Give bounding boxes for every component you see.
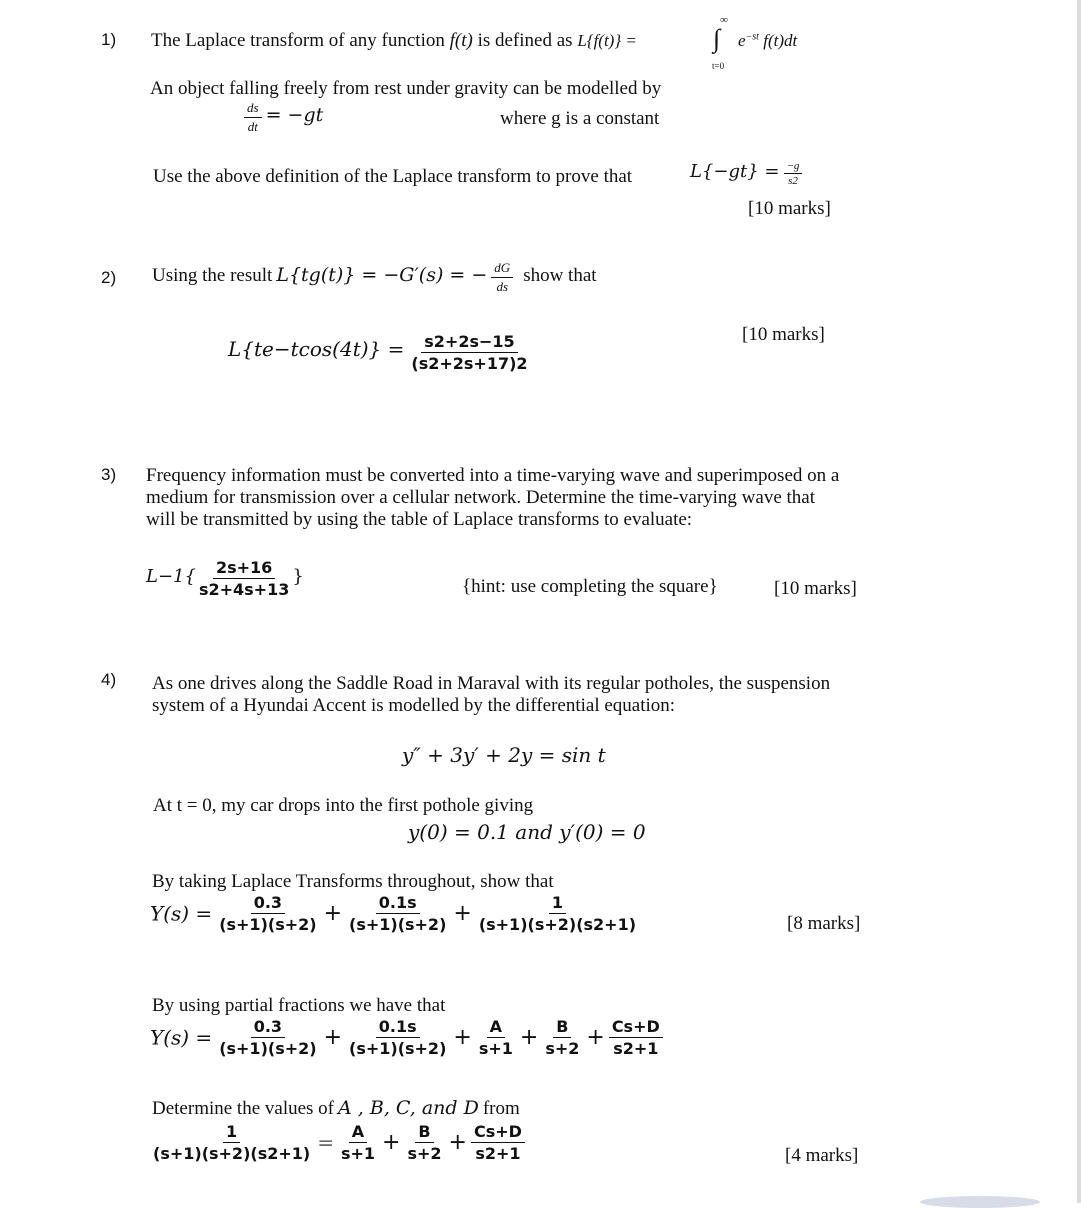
q3-den: s2+4s+13 (198, 580, 290, 599)
q1-line1 (151, 30, 637, 52)
q2-num: s2+2s−15 (421, 332, 517, 353)
q4-ys-equation (150, 893, 639, 934)
q4-det-fa-den: s+1 (340, 1144, 376, 1163)
q2-fraction (408, 332, 530, 373)
question-number-2: 2) (101, 268, 117, 287)
q4-det-fb (404, 1122, 444, 1163)
q1-target (690, 160, 802, 187)
q3-inv-lhs: L−1{ (146, 566, 196, 588)
q1-ode-rhs: = −gt (265, 104, 324, 127)
page-corner-shadow (920, 1196, 1040, 1208)
q1-ode-fraction (244, 100, 262, 135)
q1-line2: An object falling freely from rest under gravity can be modelled by (150, 78, 662, 99)
q4-ys-f2-den: (s+1)(s+2) (349, 915, 447, 934)
q4-det-fc-num: Cs+D (471, 1122, 525, 1143)
q4-marks-1: [8 marks] (787, 913, 861, 934)
q4-partial-fb-den: s+2 (545, 1039, 580, 1058)
q4-ys-plus-1: + (323, 901, 342, 926)
q4-partial-f2-num: 0.1s (376, 1017, 420, 1038)
q4-determine-from: from (482, 1098, 520, 1119)
q1-line3: Use the above definition of the Laplace transform to prove that (153, 166, 633, 187)
q4-partial-f1-num: 0.3 (251, 1017, 285, 1038)
q3-inverse (146, 558, 304, 599)
integral-icon: ∫ (713, 24, 721, 53)
q4-partial-fc (609, 1017, 663, 1058)
q4-det-fc-den: s2+1 (475, 1144, 521, 1163)
q3-inv-close: } (292, 566, 304, 588)
q1-target-lhs: L{−gt} = (690, 161, 780, 183)
q4-partial-equation (150, 1017, 663, 1058)
q4-det-fa (338, 1122, 378, 1163)
q1-integral-upper: ∞ (720, 14, 728, 26)
q4-det-plus-2: + (448, 1130, 467, 1155)
q4-partial-fc-den: s2+1 (613, 1039, 659, 1058)
q4-ys-f1 (216, 893, 319, 934)
q1-constant-note: where g is a constant (500, 108, 660, 129)
q4-partial-fb-num: B (553, 1017, 571, 1038)
q1-target-num: −g (784, 160, 803, 174)
q4-det-f3-den: (s+1)(s+2)(s2+1) (153, 1144, 311, 1163)
q2-lhs: L{te−tcos(4t)} = (228, 337, 405, 362)
q4-paragraph (152, 673, 830, 717)
q4-partial-fa-num: A (487, 1017, 505, 1038)
q1-line1-def: is defined as (477, 30, 573, 51)
q1-integrand-rest: f(t)dt (763, 31, 798, 50)
q4-by-laplace: By taking Laplace Transforms throughout, show that (152, 871, 554, 892)
q1-integrand (738, 31, 797, 51)
q4-det-fc (471, 1122, 525, 1163)
q3-line1: Frequency information must be converted into a time-varying wave and superimposed on a (146, 465, 840, 486)
q4-det-fa-num: A (349, 1122, 367, 1143)
q4-partial-plus-2: + (453, 1025, 472, 1050)
question-number-1: 1) (101, 30, 117, 49)
q4-ys-plus-2: + (453, 901, 472, 926)
page-edge (1077, 0, 1081, 1203)
q4-ys-f3 (476, 893, 639, 934)
q4-det-fb-num: B (415, 1122, 433, 1143)
q3-num: 2s+16 (213, 558, 275, 579)
q1-marks: [10 marks] (748, 198, 831, 219)
q1-ode (244, 100, 323, 135)
q4-partial-f1 (216, 1017, 319, 1058)
q4-partial-f1-den: (s+1)(s+2) (219, 1039, 317, 1058)
q4-ode: y″ + 3y′ + 2y = sin t (402, 743, 606, 767)
q4-det-f3-num: 1 (223, 1122, 240, 1143)
question-number-4: 4) (101, 670, 117, 689)
q1-ode-num: ds (244, 100, 262, 118)
q1-target-den: s2 (788, 175, 798, 187)
q3-fraction (196, 558, 292, 599)
q4-det-f3 (150, 1122, 313, 1163)
q1-integrand-e: e (738, 31, 746, 50)
q4-det-fb-den: s+2 (407, 1144, 442, 1163)
q1-line1-f: f(t) (449, 30, 473, 51)
q4-partial-plus-3: + (519, 1025, 539, 1050)
q4-marks-2: [4 marks] (785, 1145, 859, 1166)
q1-integral-lower: t=0 (712, 61, 725, 71)
q4-ys-f3-den: (s+1)(s+2)(s2+1) (478, 915, 637, 934)
q2-marks: [10 marks] (742, 324, 825, 345)
q4-determine-text: Determine the values of (152, 1098, 335, 1119)
q2-show-that: show that (523, 265, 597, 287)
q4-ys-f2 (346, 893, 449, 934)
q4-line2: system of a Hyundai Accent is modelled by the differential equation: (152, 695, 676, 716)
q1-line1-text: The Laplace transform of any function (151, 30, 445, 51)
q2-den: (s2+2s+17)2 (411, 354, 528, 373)
q4-det-plus-1: + (382, 1130, 401, 1155)
question-number-3: 3) (101, 465, 117, 484)
q1-laplace-def-lhs: L{f(t)} = (577, 31, 637, 50)
q3-paragraph (146, 465, 839, 531)
q3-line3: will be transmitted by using the table of Laplace transforms to evaluate: (146, 509, 693, 530)
q4-ys-f1-num: 0.3 (251, 893, 285, 914)
q4-partial-plus-1: + (323, 1025, 342, 1050)
q4-ys-f1-den: (s+1)(s+2) (219, 915, 317, 934)
q2-line1-text: Using the result (152, 265, 273, 287)
q4-partial-plus-4: + (586, 1025, 605, 1050)
q2-result-fraction (491, 260, 513, 295)
q4-determine (152, 1097, 520, 1120)
q4-partial-fa (476, 1017, 516, 1058)
q4-det-equals: = (317, 1130, 334, 1155)
q4-partial-f2-den: (s+1)(s+2) (349, 1039, 447, 1058)
q2-line1 (152, 260, 597, 295)
q2-result-num: dG (491, 260, 513, 278)
q4-determine-equation (150, 1122, 525, 1163)
q1-integrand-exp: −st (745, 31, 759, 43)
q3-line2: medium for transmission over a cellular network. Determine the time-varying wave that (146, 487, 816, 508)
q4-by-partial: By using partial fractions we have that (152, 995, 446, 1016)
q4-ys-lhs: Y(s) = (150, 901, 213, 926)
q2-result-den: ds (496, 279, 509, 294)
q4-determine-vars: A , B, C, and D (338, 1097, 479, 1119)
q4-ys-f3-num: 1 (549, 893, 566, 914)
q4-initial: y(0) = 0.1 and y′(0) = 0 (408, 820, 646, 844)
q4-partial-fb (542, 1017, 582, 1058)
q2-result-expr: L{tg(t)} = −G′(s) = − (276, 264, 488, 287)
q1-ode-den: dt (247, 119, 258, 134)
q3-marks: [10 marks] (774, 578, 857, 599)
q4-ys-f2-num: 0.1s (376, 893, 420, 914)
q4-at-t0: At t = 0, my car drops into the first pothole giving (153, 795, 534, 816)
q1-target-fraction (784, 160, 803, 187)
q4-line1: As one drives along the Saddle Road in Maraval with its regular potholes, the suspension (152, 673, 831, 694)
q3-hint: {hint: use completing the square} (462, 576, 718, 597)
q4-partial-f2 (346, 1017, 449, 1058)
q4-partial-fc-num: Cs+D (609, 1017, 663, 1038)
q2-equation (228, 332, 531, 373)
q4-partial-lhs: Y(s) = (150, 1025, 213, 1050)
q4-partial-fa-den: s+1 (478, 1039, 513, 1058)
